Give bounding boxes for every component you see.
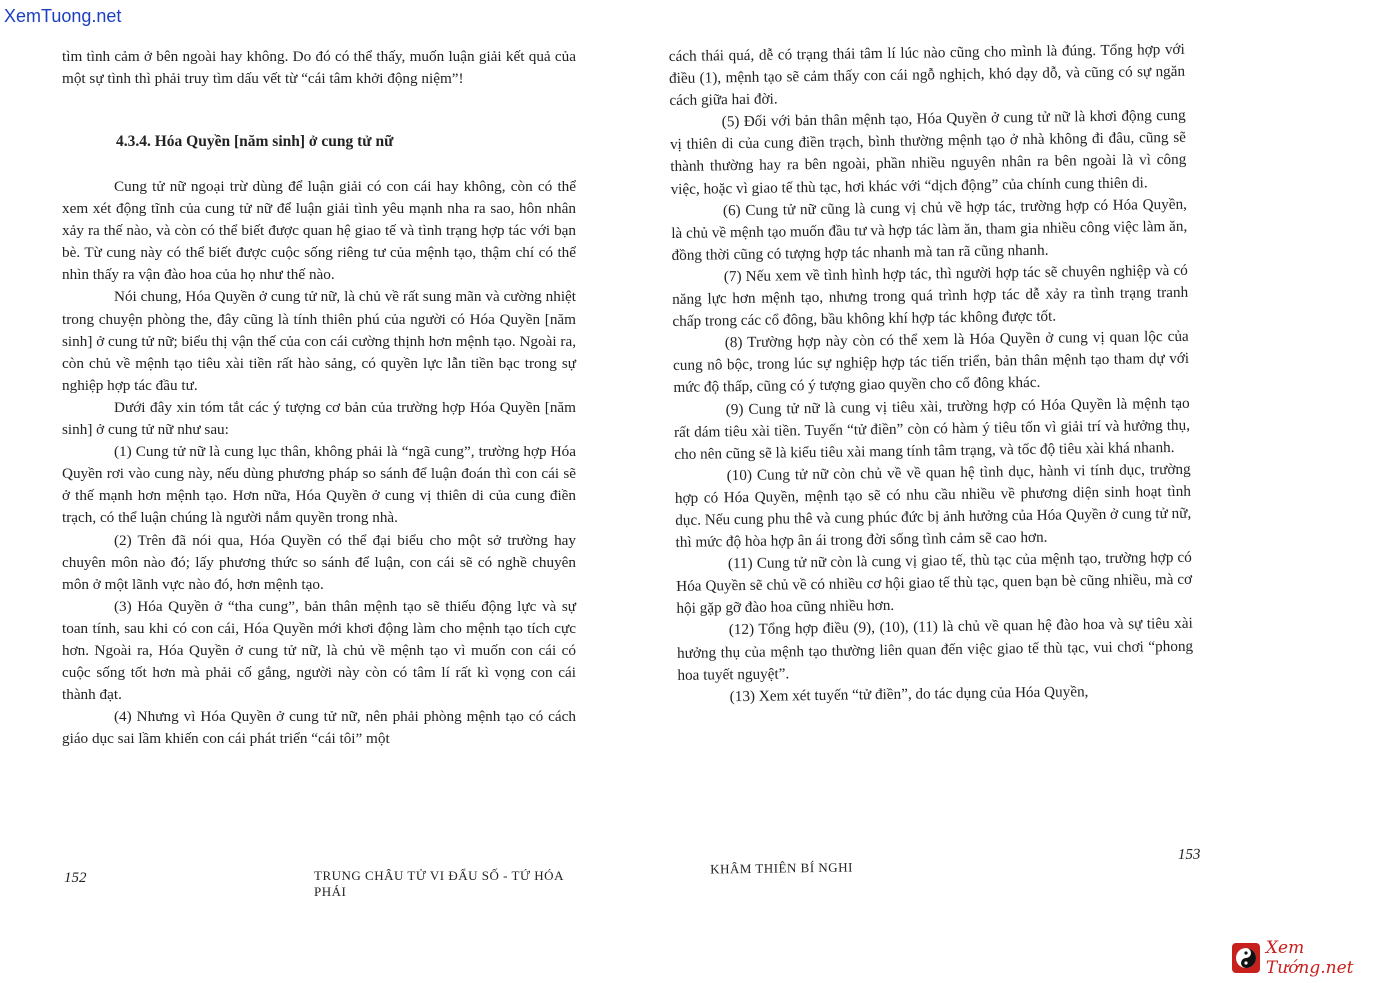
right-paragraph: (8) Trường hợp này còn có thể xem là Hóa Quyền ở cung vị quan lộc của cung nô bộc, trong lúc sự nghiệp hợp tác tiến triển, bản thân mệnh tạo tham dự với mức độ thấp, cũng có ý tượng giao quyền cho cổ đông khác.: [672, 327, 1190, 397]
right-page-number: 153: [1177, 846, 1201, 863]
left-paragraph: (3) Hóa Quyền ở “tha cung”, bản thân mệnh tạo sẽ thiếu động lực và sự toan tính, sau khi có con cái, Hóa Quyền mới khơi động làm cho mệnh tạo tích cực hơn. Ngoài ra, Hóa Quyền ở cung tử nữ, là chủ về mệnh tạo vì muốn con cái có cuộc sống tốt hơn mà phải cố gắng, người này còn có tâm lí rất kì vọng con cái thành đạt.: [62, 597, 576, 704]
right-paragraph: cách thái quá, dễ có trạng thái tâm lí lúc nào cũng cho mình là đúng. Tổng hợp với điều (1), mệnh tạo sẽ cảm thấy con cái ngỗ nghịch, khó dạy dỗ, và cũng có sự ngăn cách giữa hai đời.: [668, 40, 1186, 110]
right-paragraph: (13) Xem xét tuyến “tử điền”, do tác dụng của Hóa Quyền,: [729, 682, 1089, 705]
logo-text: Xem Tướng.net: [1265, 938, 1354, 978]
left-body: [62, 176, 576, 750]
right-paragraph: (10) Cung tử nữ còn chủ về về quan hệ tình dục, hành vi tính dục, trường hợp có Hóa Quyền, mệnh tạo sẽ có nhu cầu nhiều về phương diện sinh hoạt tình dục. Nếu cung phu thê và cung phúc đức bị ảnh hưởng của Hóa Quyền ở cung tử nữ, thì mức độ hòa hợp ân ái trong đời sống tình cảm sẽ cao hơn.: [674, 460, 1192, 552]
left-paragraph: (1) Cung tử nữ là cung lục thân, không phải là “ngã cung”, trường hợp Hóa Quyền rơi vào cung này, nếu dùng phương pháp so sánh để luận đoán thì con cái sẽ ở thế mạnh hơn mệnh tạo. Hơn nữa, Hóa Quyền ở cung vị thiên di của cung điền trạch, có thể luận chúng là người nắm quyền trong nhà.: [62, 443, 576, 527]
watermark-top: XemTuong.net: [4, 6, 122, 26]
right-paragraph: (12) Tổng hợp điều (9), (10), (11) là chủ về quan hệ đào hoa và sự tiêu xài hưởng thụ của mệnh tạo thường liên quan đến việc giao tế thù tạc, vui chơi “phong hoa tuyết nguyệt”.: [676, 615, 1194, 684]
left-paragraph: Cung tử nữ ngoại trừ dùng để luận giải có con cái hay không, còn có thể xem xét động tĩnh của cung tử nữ để luận giải tình yêu mạnh nha ra sao, hôn nhân xảy ra thế nào, và còn có thể biết được quan hệ giao tế và tình trạng hợp tác với bạn bè. Từ cung này có thể biết được cuộc sống riêng tư của mệnh tạo, thậm chí có thể nhìn thấy ra vận đào hoa của họ như thế nào.: [62, 178, 576, 284]
left-continued-paragraph: tìm tình cảm ở bên ngoài hay không. Do đó có thể thấy, muốn luận giải kết quả của một sự tình thì phải truy tìm dấu vết từ “cái tâm khởi động niệm”!: [62, 48, 576, 88]
left-paragraph: (4) Nhưng vì Hóa Quyền ở cung tử nữ, nên phải phòng mệnh tạo có cách giáo dục sai lầm khiến con cái phát triển “cái tôi” một: [62, 708, 576, 748]
right-paragraph: (11) Cung tử nữ còn là cung vị giao tế, thù tạc của mệnh tạo, trường hợp có Hóa Quyền sẽ chủ về có nhiều cơ hội giao tế thù tạc, quen bạn bè cũng nhiều, mà cơ hội gặp gỡ đào hoa cũng nhiều hơn.: [676, 548, 1193, 618]
left-paragraph: Nói chung, Hóa Quyền ở cung tử nữ, là chủ về rất sung mãn và cường nhiệt trong chuyện phòng the, đây cũng là tính thiên phú của người có Hóa Quyền [năm sinh] ở cung tử nữ; biểu thị vận thế của con cái cường thịnh hơn mệnh tạo. Ngoài ra, còn chủ về mệnh tạo tiêu xài tiền rất hào sảng, có quyền lực lẫn tiền bạc trong sự nghiệp hợp tác đầu tư.: [62, 288, 576, 394]
section-heading: 4.3.4. Hóa Quyền [năm sinh] ở cung tử nữ: [116, 133, 394, 150]
right-body: [669, 39, 1194, 709]
left-page-number: 152: [64, 870, 87, 886]
left-running-footer: TRUNG CHÂU TỬ VI ĐẨU SỐ - TỨ HÓA PHÁI: [314, 868, 564, 899]
right-paragraph: (5) Đối với bản thân mệnh tạo, Hóa Quyền ở cung tử nữ là khơi động cung vị thiên di của cung điền trạch, bình thường mệnh tạo ở nhà không đi đâu, cũng sẽ thành thường hay ra bên ngoài, phần nhiều nguyên nhân ra bên ngoài là vì công việc, hoặc vì giao tế thù tạc, hơi khác với “dịch động” của chính cung thiên di.: [669, 107, 1187, 198]
site-logo: [1232, 940, 1388, 976]
right-paragraph: (7) Nếu xem về tình hình hợp tác, thì người hợp tác sẽ chuyên nghiệp và có năng lực hơn mệnh tạo, nhưng trong quá trình hợp tác dễ xảy ra tình trạng tranh chấp trong các cổ đông, bầu không khí hợp tác không được tốt.: [672, 261, 1189, 331]
right-running-footer: KHÂM THIÊN BÍ NGHI: [710, 859, 853, 877]
yin-yang-icon: [1232, 943, 1260, 973]
left-paragraph: (2) Trên đã nói qua, Hóa Quyền có thể đại biểu cho một sở trường hay chuyên môn nào đó; lấy phương thức so sánh để luận, con cái sẽ có nghề chuyên môn ở một lãnh vực nào đó, hơn mệnh tạo.: [62, 531, 576, 593]
left-paragraph: Dưới đây xin tóm tắt các ý tượng cơ bản của trường hợp Hóa Quyền [năm sinh] ở cung tử nữ như sau:: [62, 398, 576, 439]
right-paragraph: (9) Cung tử nữ là cung vị tiêu xài, trường hợp có Hóa Quyền là mệnh tạo rất dám tiêu xài tiền. Tuyến “tử điền” còn có hàm ý tiêu tốn vì giải trí và hưởng thụ, cho nên cũng sẽ là kiểu tiêu xài mang tính tâm trạng, và tốc độ tiêu xài khá nhanh.: [673, 394, 1191, 463]
right-paragraph: (6) Cung tử nữ cũng là cung vị chủ về hợp tác, trường hợp có Hóa Quyền, là chủ về mệnh tạo muốn đầu tư và hợp tác làm ăn, tham gia nhiều công việc làm ăn, đồng thời cũng có tượng hợp tác nhanh mà tan rã cũng nhanh.: [671, 195, 1188, 264]
